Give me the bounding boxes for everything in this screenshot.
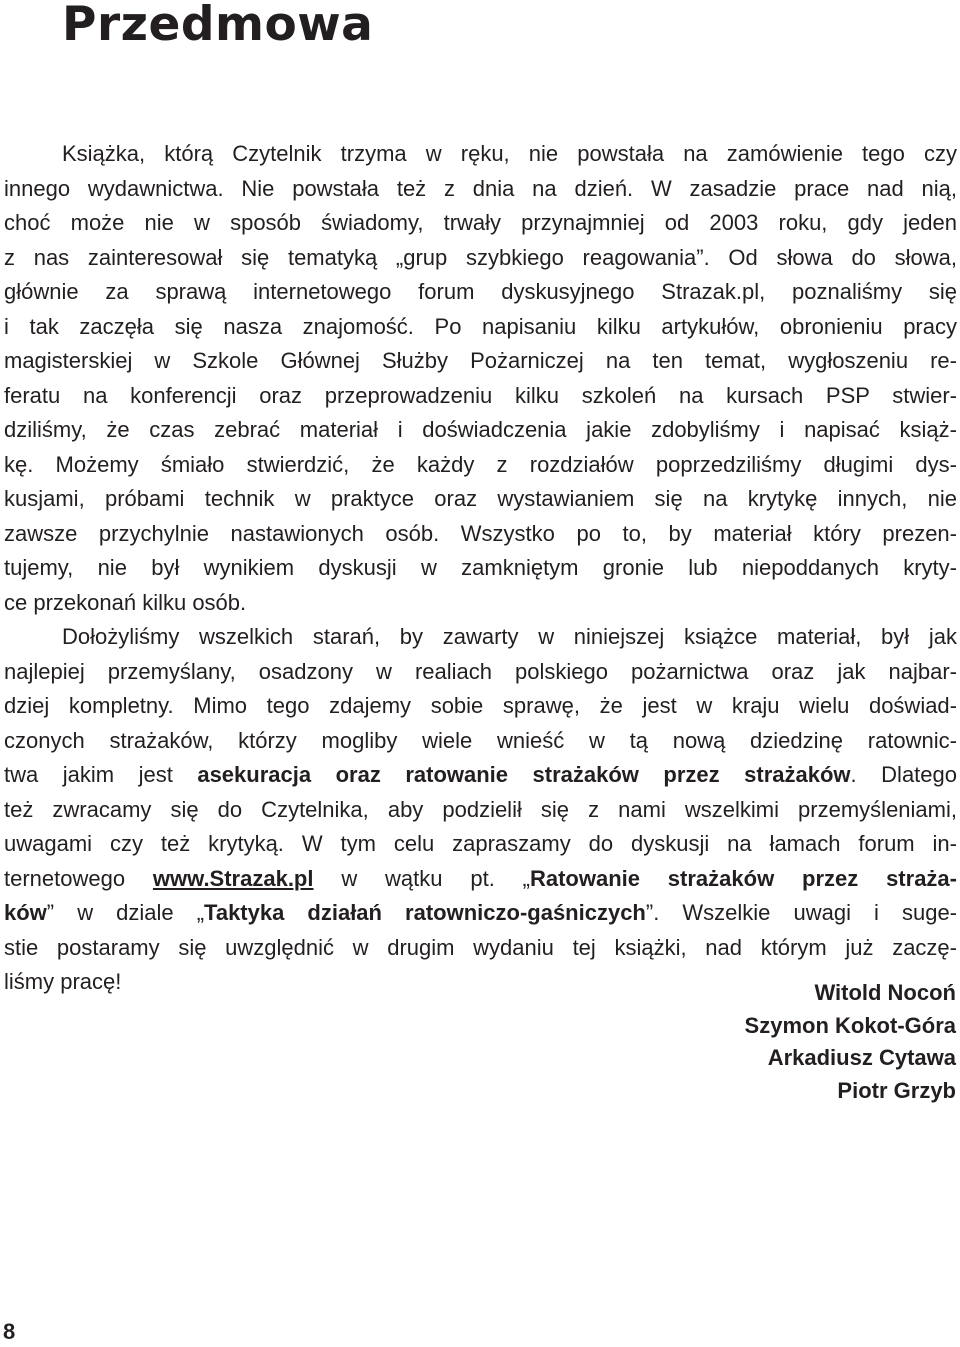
text-line: stie postaramy się uwzględnić w drugim wydaniu tej książki, nad którym już zaczę- [4,934,957,960]
author-list [745,977,956,1107]
page-title: Przedmowa [62,0,374,52]
text-line: i tak zaczęła się nasza znajomość. Po napisaniu kilku artykułów, obronieniu pracy [4,313,957,339]
author-name: Szymon Kokot-Góra [744,1012,956,1038]
text-line: ków” w dziale „Taktyka działań ratowniczo-gaśniczych”. Wszelkie uwagi i suge- [4,900,958,925]
page-number: 8 [3,1319,16,1344]
bold-phrase: Taktyka działań ratowniczo-gaśniczych [204,900,646,925]
bold-phrase: ków [4,900,47,925]
text-line: uwagami czy też krytyką. W tym celu zapraszamy do dyskusji na łamach forum in- [4,831,957,856]
author-name: Witold Nocoń [814,980,956,1005]
text-line: tujemy, nie był wynikiem dyskusji w zamkniętym gronie lub niepoddanych kryty- [4,555,957,580]
text-line: dziliśmy, że czas zebrać materiał i doświadczenia jakie zdobyliśmy i napisać książ- [4,417,957,442]
text-line: kę. Możemy śmiało stwierdzić, że każdy z rozdziałów poprzedziliśmy długimi dys- [4,451,957,477]
text-line: głównie za sprawą internetowego forum dyskusyjnego Strazak.pl, poznaliśmy się [4,279,957,304]
text-line: ce przekonań kilku osób. [4,589,247,615]
text-line: kusjami, próbami technik w praktyce oraz wystawianiem się na krytykę innych, nie [4,486,957,511]
text-line: czonych strażaków, którzy mogliby wiele wnieść w tą nową dziedzinę ratownic- [4,727,957,753]
text-line: ternetowego www.Strazak.pl w wątku pt. „Ratowanie strażaków przez straża- [4,865,957,891]
bold-phrase: Ratowanie strażaków przez straża- [529,865,957,891]
text-line: twa jakim jest asekuracja oraz ratowanie strażaków przez strażaków. Dlatego [4,762,957,787]
preface-text [4,137,957,1000]
text-line: Książka, którą Czytelnik trzyma w ręku, nie powstała na zamówienie tego czy [62,141,957,166]
author-name: Piotr Grzyb [837,1077,956,1103]
text-line: choć może nie w sposób świadomy, trwały przynajmniej od 2003 roku, gdy jeden [4,210,957,235]
text-line: innego wydawnictwa. Nie powstała też z dnia na dzień. W zasadzie prace nad nią, [4,175,957,201]
text-line: liśmy pracę! [4,969,122,994]
forum-link[interactable]: www.Strazak.pl [152,865,314,891]
text-line: zawsze przychylnie nastawionych osób. Wszystko po to, by materiał który prezen- [4,520,957,546]
text-line: dziej kompletny. Mimo tego zdajemy sobie sprawę, że jest w kraju wielu doświad- [4,693,957,718]
author-name: Arkadiusz Cytawa [767,1045,956,1070]
text-line: magisterskiej w Szkole Głównej Służby Pożarniczej na ten temat, wygłoszeniu re- [4,348,957,373]
text-line: z nas zainteresował się tematyką „grup szybkiego reagowania”. Od słowa do słowa, [4,244,957,270]
text-line: też zwracamy się do Czytelnika, aby podzielił się z nami wszelkimi przemyśleniami, [4,796,957,822]
text-line: feratu na konferencji oraz przeprowadzeniu kilku szkoleń na kursach PSP stwier- [4,382,957,408]
bold-phrase: asekuracja oraz ratowanie strażaków przez strażaków [197,762,851,787]
text-line: najlepiej przemyślany, osadzony w realiach polskiego pożarnictwa oraz jak najbar- [4,658,957,684]
text-line: Dołożyliśmy wszelkich starań, by zawarty w niniejszej książce materiał, był jak [62,624,957,649]
